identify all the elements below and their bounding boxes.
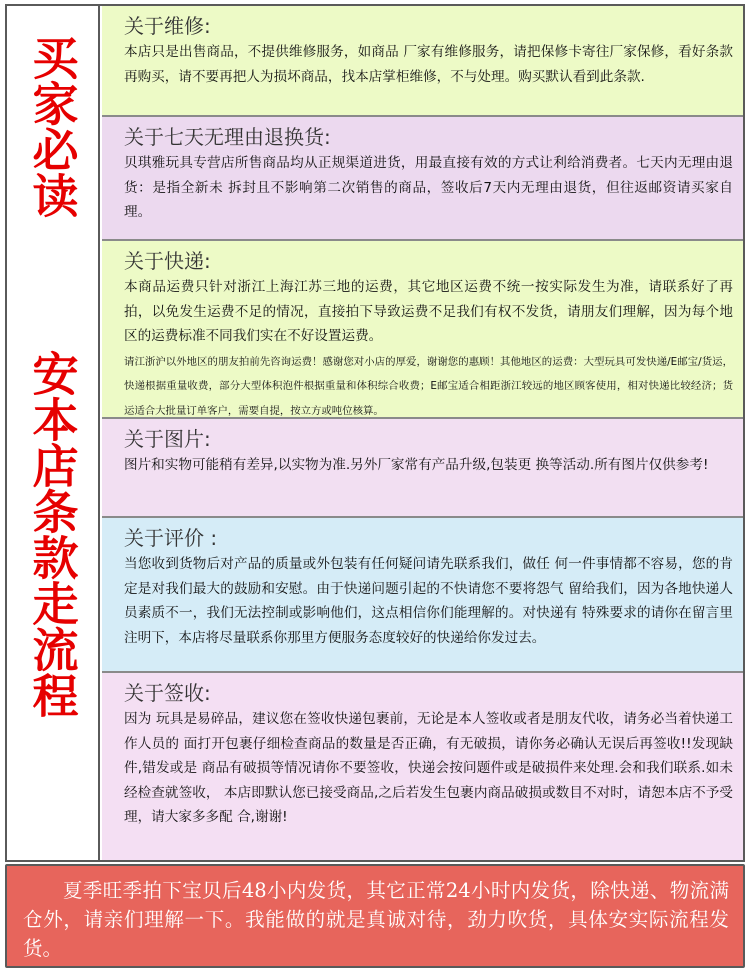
section-repair bbox=[102, 6, 743, 117]
section-body: 本店只是出售商品，不提供维修服务，如商品 厂家有维修服务，请把保修卡寄往厂家保修，看好条款再购买，请不要再把人为损坏商品，找本店掌柜维修，不与处理。购买默认看到此条款. bbox=[124, 44, 733, 85]
section-title: 关于七天无理由退换货: bbox=[124, 125, 331, 149]
section-body: 贝琪雅玩具专营店所售商品均从正规渠道进货，用最直接有效的方式让利给消费者。七天内无理由退货：是指全新未 拆封且不影响第二次销售的商品，签收后7天内无理由退货，但往返邮资请买家自理。 bbox=[124, 155, 733, 220]
section-shipping bbox=[102, 241, 743, 419]
section-body: 图片和实物可能稍有差异,以实物为准.另外厂家常有产品升级,包装更 换等活动.所有图片仅供参考! bbox=[124, 457, 709, 473]
section-title: 关于图片: bbox=[124, 427, 211, 451]
section-signing bbox=[102, 673, 743, 860]
section-body: 本商品运费只针对浙江上海江苏三地的运费，其它地区运费不统一按实际发生为准，请联系好了再拍，以免发生运费不足的情况，直接拍下导致运费不足我们有权不发货，请朋友们理解，因为每个地区的运费标准不同我们实在不好设置运费。 bbox=[124, 279, 733, 344]
section-title: 关于维修: bbox=[124, 14, 211, 38]
terms-sections bbox=[102, 6, 743, 860]
sidebar bbox=[7, 6, 100, 860]
shipping-notice-footer bbox=[5, 864, 745, 968]
sidebar-title-bottom: 安本店条款走流程 bbox=[25, 350, 80, 718]
section-body: 因为 玩具是易碎品，建议您在签收快递包裹前，无论是本人签收或者是朋友代收，请务必当着快递工作人员的 面打开包裹仔细检查商品的数量是否正确，有无破损，请你务必确认无误后再签收!!发现缺件,错发或是 商品有破损等情况请你不要签收，快递会按问题件或是破损件来处理.会和我们联系.如未经检查就签收， 本店即默认您已接受商品,之后若发生包裹内商品破损或数目不对时，请恕本店不予受理，请大家多多配 合,谢谢! bbox=[124, 711, 733, 825]
section-return bbox=[102, 117, 743, 241]
terms-frame bbox=[5, 4, 745, 862]
section-title: 关于签收: bbox=[124, 681, 211, 705]
sidebar-title-top: 买家必读 bbox=[25, 34, 80, 218]
section-images bbox=[102, 419, 743, 518]
section-title: 关于快递: bbox=[124, 249, 211, 273]
section-title: 关于评价 : bbox=[124, 526, 218, 550]
section-small-note: 请江浙沪以外地区的朋友拍前先咨询运费！感谢您对小店的厚爱，谢谢您的惠顾！其他地区的运费：大型玩具可发快递/E邮宝/货运，快递根据重量收费，部分大型体积泡件根据重量和体积综合收费；E邮宝适合相距浙江较远的地区顾客使用，相对快递比较经济；货运适合大批量订单客户，需要自提，按立方或吨位核算。 bbox=[124, 355, 733, 417]
footer-text: 夏季旺季拍下宝贝后48小内发货，其它正常24小时内发货，除快递、物流满仓外，请亲们理解一下。我能做的就是真诚对待，劲力吹货，具体安实际流程发货。 bbox=[23, 879, 729, 960]
section-body: 当您收到货物后对产品的质量或外包装有任何疑问请先联系我们，做任 何一件事情都不容易，您的肯定是对我们最大的鼓励和安慰。由于快递问题引起的不快请您不要将怨气 留给我们，因为各地快递人员素质不一，我们无法控制或影响他们，这点相信你们能理解的。对快递有 特殊要求的请你在留言里注明下，本店将尽量联系你那里方便服务态度较好的快递给你发过去。 bbox=[124, 556, 733, 646]
section-review bbox=[102, 518, 743, 673]
